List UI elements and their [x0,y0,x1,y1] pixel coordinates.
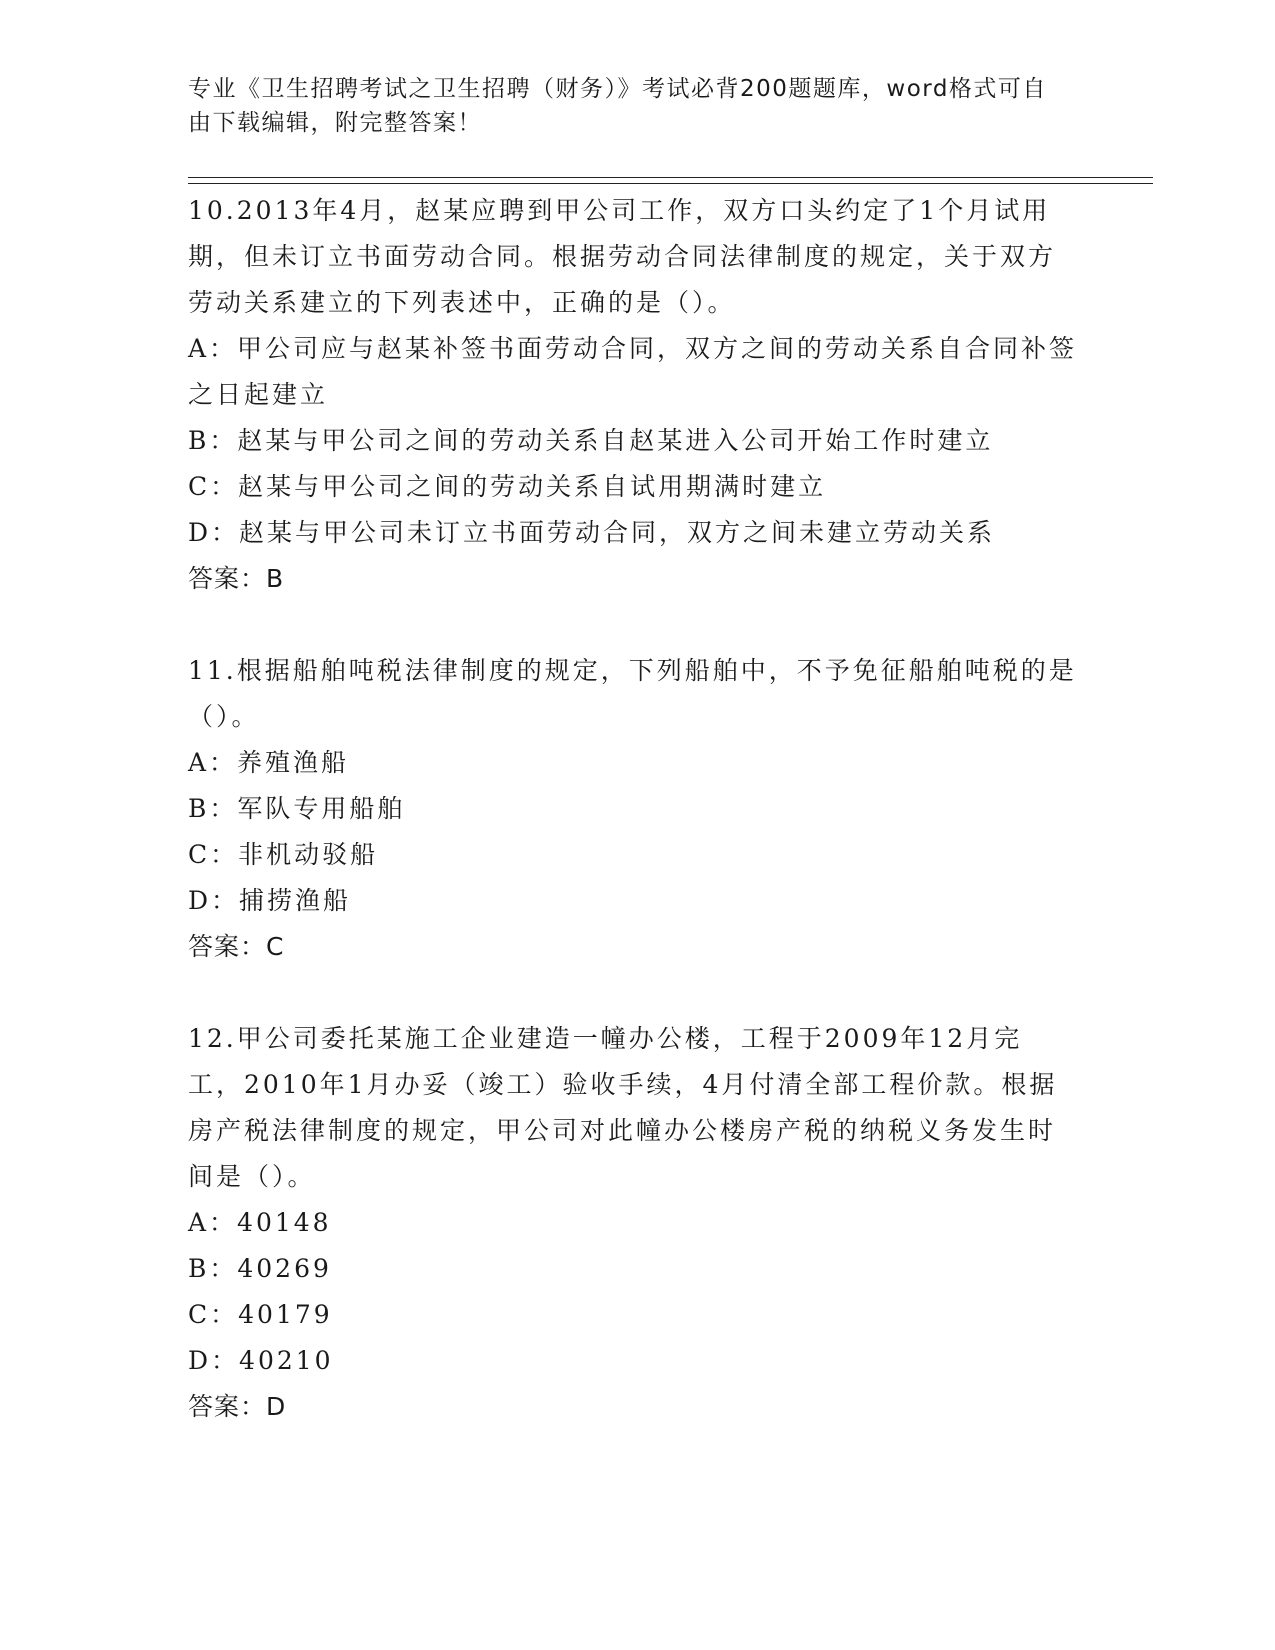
header-divider-bottom [188,183,1153,184]
option-a: A：养殖渔船 [188,748,350,777]
question-12 [188,1016,1078,1430]
option-c: C：赵某与甲公司之间的劳动关系自试用期满时建立 [188,472,827,501]
answer-line: 答案：D [188,1392,287,1421]
option-a: A：40148 [188,1208,332,1237]
question-10 [188,188,1078,602]
answer-line: 答案：C [188,932,285,961]
question-stem: 12.甲公司委托某施工企业建造一幢办公楼，工程于2009年12月完工，2010年1月办妥（竣工）验收手续，4月付清全部工程价款。根据房产税法律制度的规定，甲公司对此幢办公楼房产税的纳税义务发生时间是（）。 [188,1024,1058,1191]
question-list [188,188,1078,1476]
option-d: D：捕捞渔船 [188,886,352,915]
document-header: 专业《卫生招聘考试之卫生招聘（财务）》考试必背200题题库，word格式可自由下载编辑，附完整答案！ [188,76,1047,136]
answer-line: 答案：B [188,564,285,593]
question-11 [188,648,1078,970]
option-d: D：40210 [188,1346,334,1375]
option-c: C：40179 [188,1300,333,1329]
option-a: A：甲公司应与赵某补签书面劳动合同，双方之间的劳动关系自合同补签之日起建立 [188,334,1078,409]
option-c: C：非机动驳船 [188,840,379,869]
option-b: B：军队专用船舶 [188,794,406,823]
option-d: D：赵某与甲公司未订立书面劳动合同，双方之间未建立劳动关系 [188,518,996,547]
option-b: B：赵某与甲公司之间的劳动关系自赵某进入公司开始工作时建立 [188,426,994,455]
question-stem: 10.2013年4月，赵某应聘到甲公司工作，双方口头约定了1个月试用期，但未订立书面劳动合同。根据劳动合同法律制度的规定，关于双方劳动关系建立的下列表述中，正确的是（）。 [188,196,1057,317]
header-divider-top [188,177,1153,178]
question-stem: 11.根据船舶吨税法律制度的规定，下列船舶中，不予免征船舶吨税的是（）。 [188,656,1077,731]
option-b: B：40269 [188,1254,332,1283]
